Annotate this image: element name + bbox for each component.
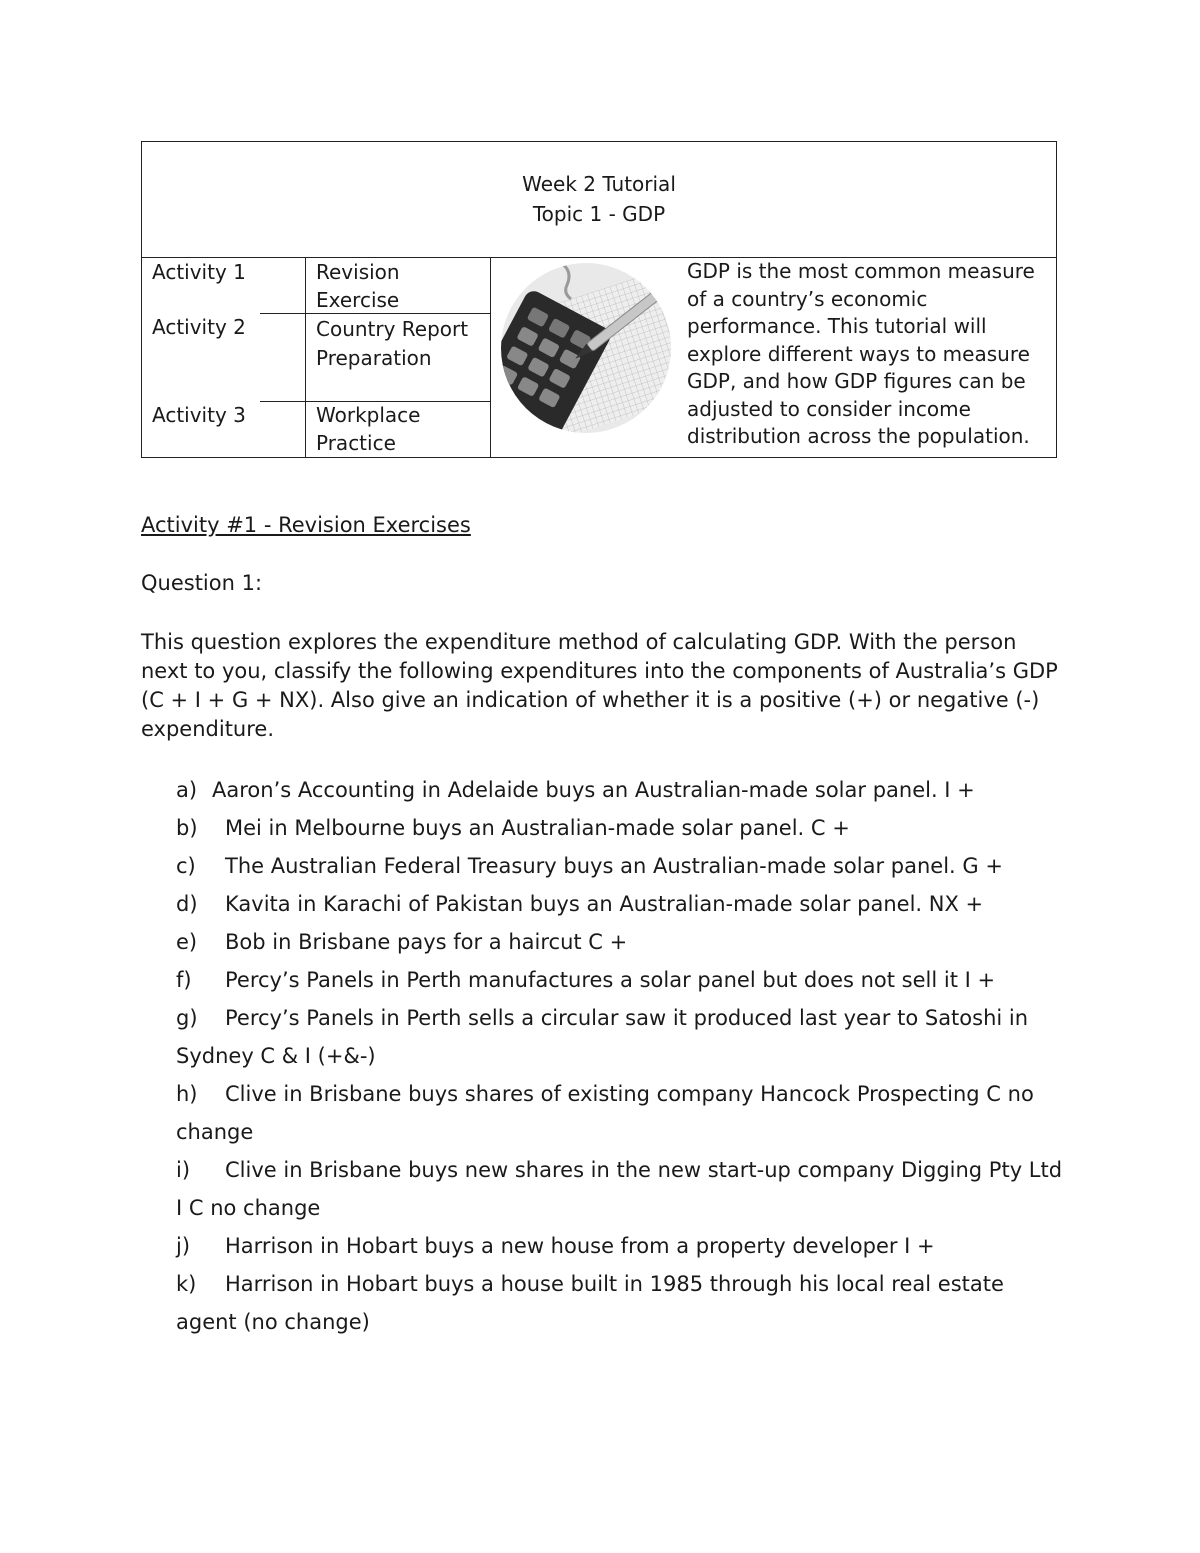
image-wrap-space bbox=[501, 258, 687, 424]
question-label: Question 1: bbox=[141, 571, 263, 595]
item-text: Mei in Melbourne buys an Australian-made solar panel. C + bbox=[225, 816, 850, 840]
list-item bbox=[176, 1265, 1066, 1341]
list-item bbox=[176, 809, 1066, 847]
item-letter: c) bbox=[176, 854, 196, 878]
item-text: The Australian Federal Treasury buys an Australian-made solar panel. G + bbox=[225, 854, 1003, 878]
list-item bbox=[176, 999, 1066, 1075]
list-item bbox=[176, 847, 1066, 885]
header-title-cell bbox=[142, 142, 1056, 258]
activity-1-label: Activity 1 bbox=[152, 260, 246, 284]
item-text: Clive in Brisbane buys new shares in the new start-up company Digging Pty Ltd I C no change bbox=[176, 1158, 1063, 1220]
item-letter: d) bbox=[176, 892, 198, 916]
activity-3-label: Activity 3 bbox=[152, 403, 246, 427]
item-text: Aaron’s Accounting in Adelaide buys an Australian-made solar panel. I + bbox=[212, 778, 975, 802]
item-text: Bob in Brisbane pays for a haircut C + bbox=[225, 930, 628, 954]
item-letter: i) bbox=[176, 1158, 191, 1182]
item-text: Percy’s Panels in Perth manufactures a solar panel but does not sell it I + bbox=[225, 968, 996, 992]
column-divider bbox=[490, 258, 491, 457]
item-text: Harrison in Hobart buys a new house from a property developer I + bbox=[225, 1234, 935, 1258]
list-item bbox=[176, 885, 1066, 923]
item-letter: k) bbox=[176, 1272, 197, 1296]
item-text: Clive in Brisbane buys shares of existing company Hancock Prospecting C no change bbox=[176, 1082, 1034, 1144]
activity-1-description: Revision Exercise bbox=[316, 260, 400, 312]
item-letter: g) bbox=[176, 1006, 198, 1030]
item-letter: b) bbox=[176, 816, 198, 840]
item-text: Percy’s Panels in Perth sells a circular saw it produced last year to Satoshi in Sydney C & I (+&-) bbox=[176, 1006, 1029, 1068]
intro-cell bbox=[501, 258, 1049, 451]
question-body: This question explores the expenditure method of calculating GDP. With the person next to you, classify the following expenditures into the components of Australia’s GDP (C + I + G + NX). Also give an indication of whether it is a positive (+) or negative (-) expenditure. bbox=[141, 630, 1058, 741]
list-item bbox=[176, 1075, 1066, 1151]
item-text: Harrison in Hobart buys a house built in 1985 through his local real estate agent (no change) bbox=[176, 1272, 1004, 1334]
list-item bbox=[176, 1151, 1066, 1227]
column-divider bbox=[305, 258, 306, 457]
activity-2-label: Activity 2 bbox=[152, 315, 246, 339]
header-table bbox=[141, 141, 1057, 458]
answer-list bbox=[176, 771, 1066, 1341]
intro-text: GDP is the most common measure of a country’s economic performance. This tutorial will explore different ways to measure GDP, and how GDP figures can be adjusted to consider income distribution across the population. bbox=[687, 259, 1035, 448]
topic-title: Topic 1 - GDP bbox=[532, 202, 666, 226]
activity-3-description: Workplace Practice bbox=[316, 403, 421, 455]
list-item bbox=[176, 1227, 1066, 1265]
list-item bbox=[176, 961, 1066, 999]
item-letter: a) bbox=[176, 778, 198, 802]
tutorial-title: Week 2 Tutorial bbox=[522, 172, 676, 196]
list-item bbox=[176, 923, 1066, 961]
list-item bbox=[176, 771, 1066, 809]
section-title: Activity #1 - Revision Exercises bbox=[141, 513, 471, 537]
item-text: Kavita in Karachi of Pakistan buys an Australian-made solar panel. NX + bbox=[225, 892, 984, 916]
item-letter: e) bbox=[176, 930, 198, 954]
item-letter: j) bbox=[176, 1234, 191, 1258]
item-letter: h) bbox=[176, 1082, 198, 1106]
activity-2-description: Country Report Preparation bbox=[316, 317, 469, 370]
item-letter: f) bbox=[176, 968, 192, 992]
